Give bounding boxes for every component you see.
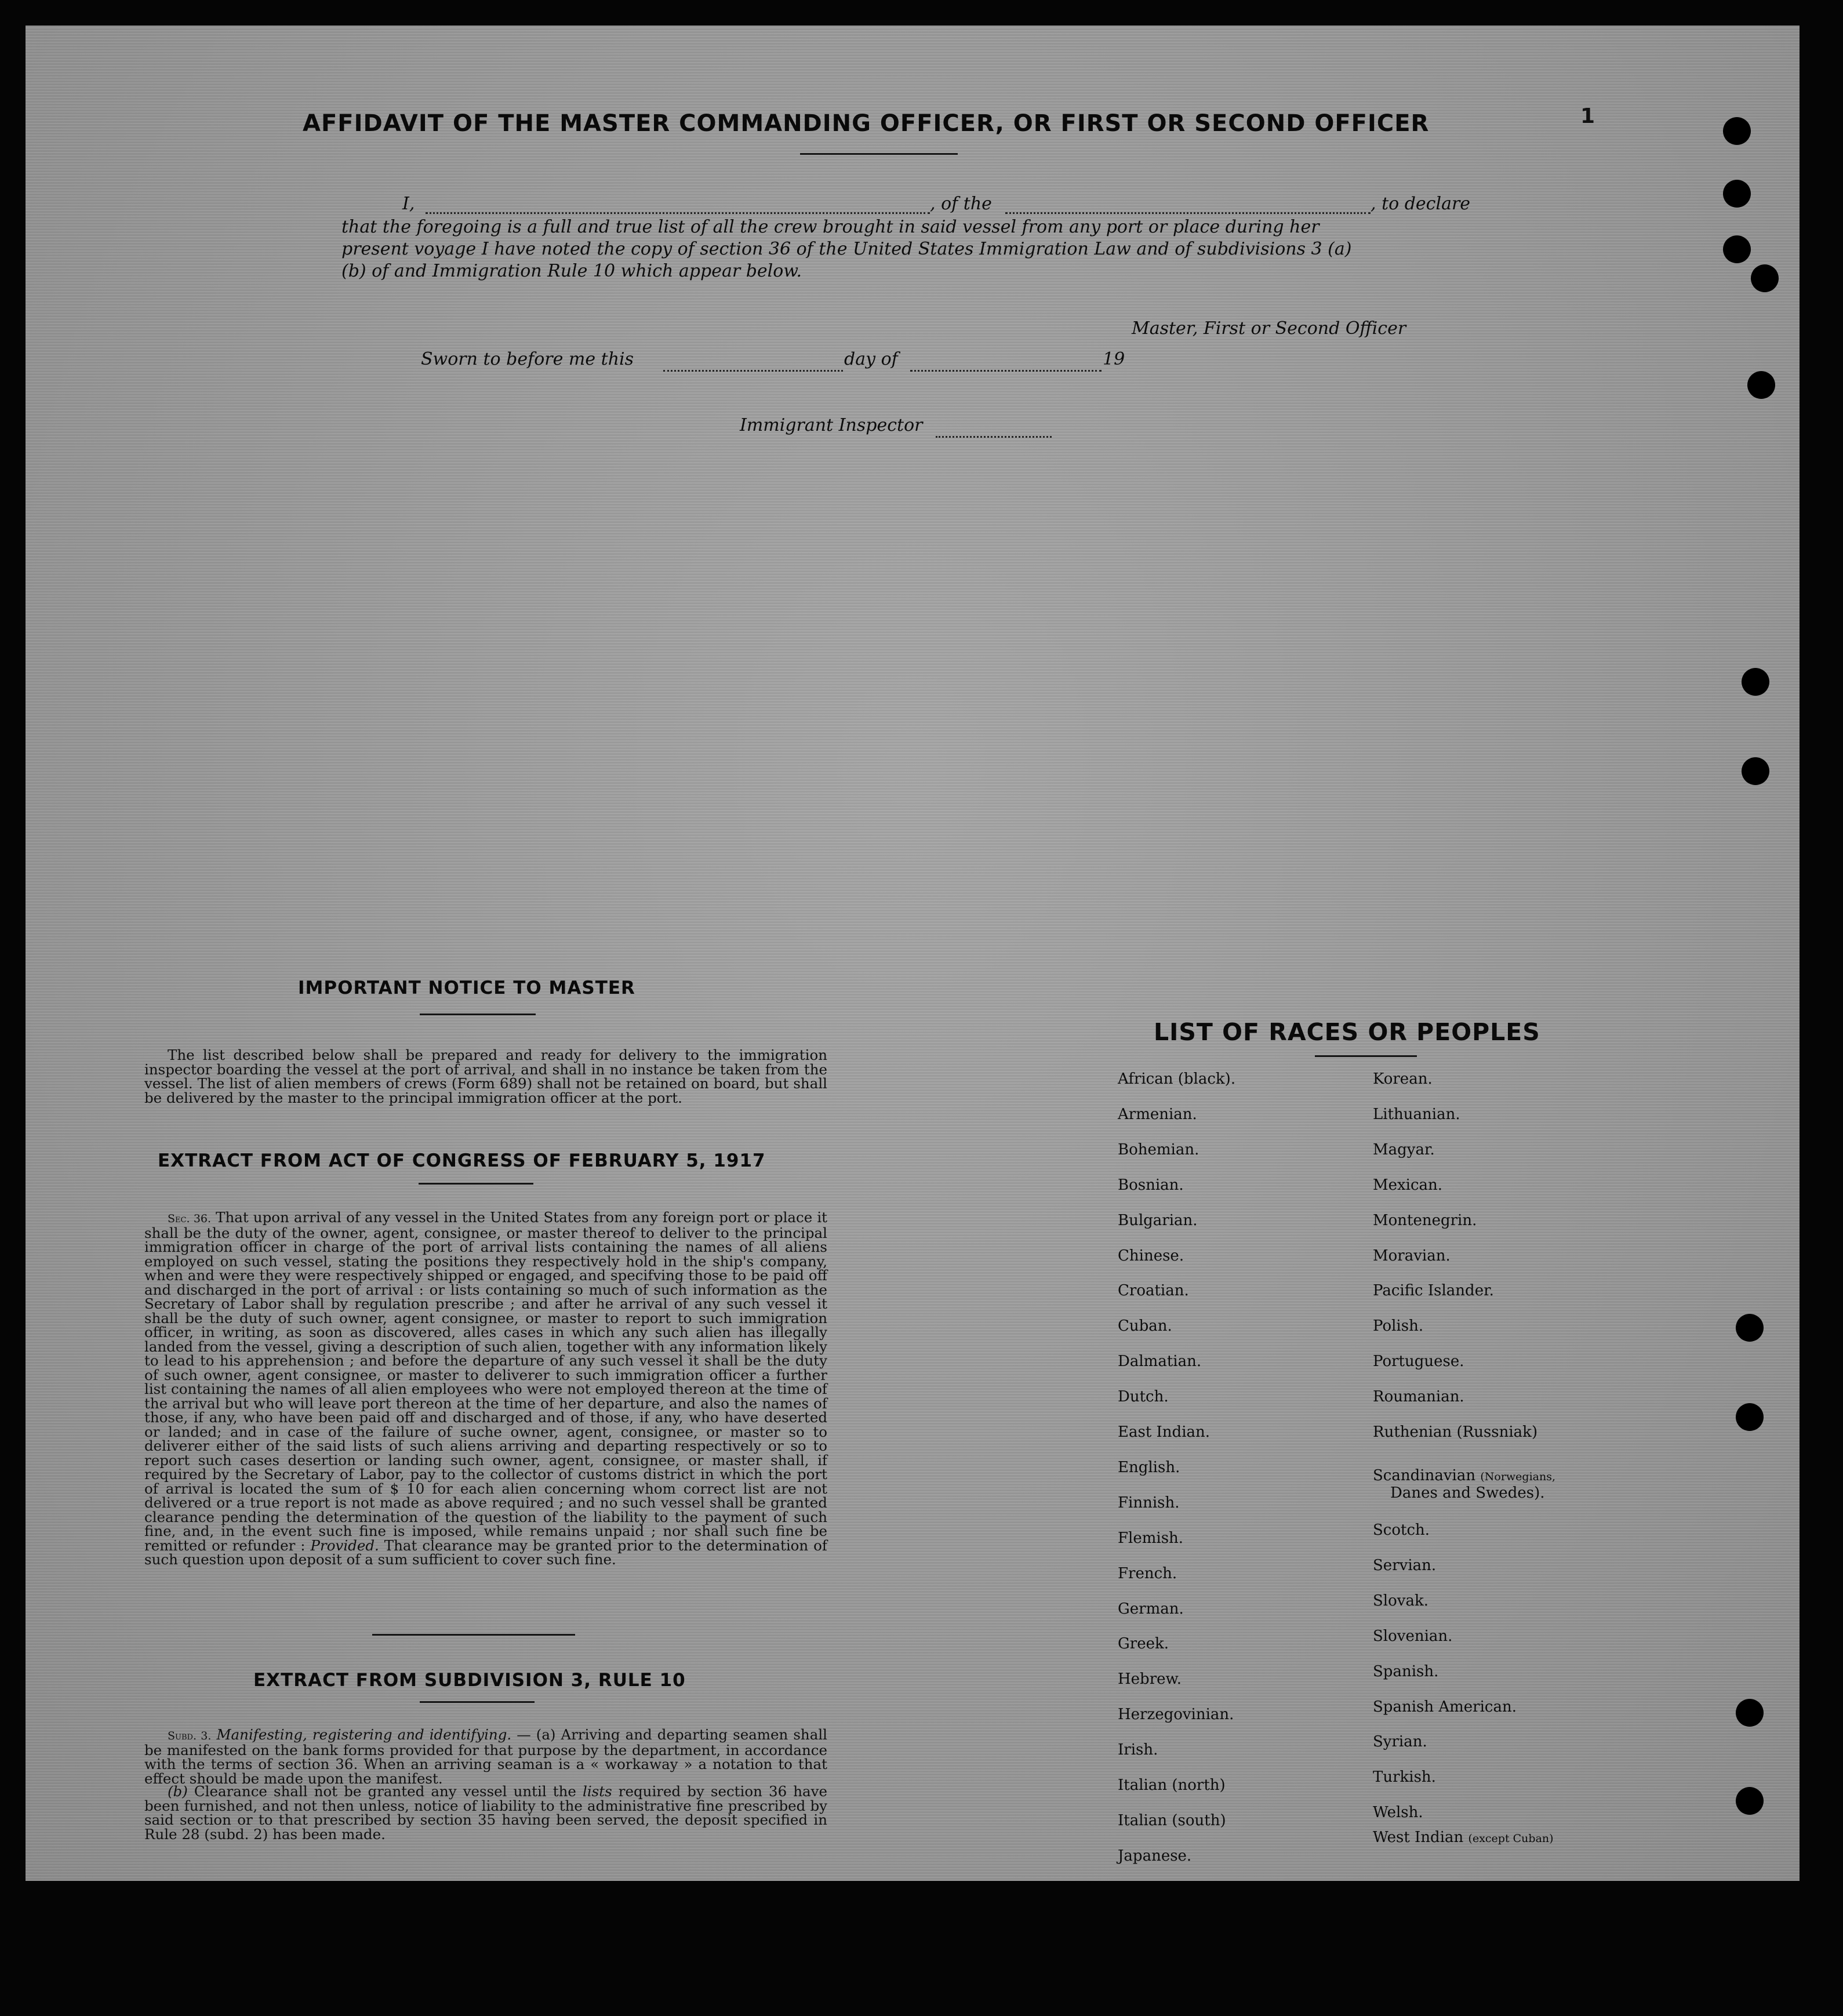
race-item: Armenian.: [1118, 1105, 1197, 1123]
act-body: [144, 1211, 827, 1567]
act-text: That upon arrival of any vessel in the United States from any foreign port or place it shall be the duty of the owner, agent, consignee, or master thereof to deliver to the principal immigration officer in charge of the port of arrival lists containing the names of all aliens employed on such vessel, stating the positions they respectively hold in the ship's company, when and were they were respectively shipped or engaged, and specifving those to be paid off and discharged in the port of arrival : or lists containing so much of such information as the Secretary of Labor shall by regulation prescribe ; and after he arrival of any such vessel it shall be the duty of such owner, agent consignee, or master to report to such immigration officer, in writing, as soon as discovered, alles cases in which any such alien has illegally landed from the vessel, giving a description of such alien, together with any information likely to lead to his apprehension ; and before the departure of any such vessel it shall be the duty of such owner, agent consignee, or master to deliverer to such immigration officer a further list containing the names of all alien employees who were not employed thereon at the time of the arrival but who will leave port thereon at the time of her departure, and also the names of those, if any, who have been paid off and discharged and of those, if any, who have deserted or landed; and in case of the failure of suche owner, agent, consignee, or master so to deliverer either of the said lists of such aliens arriving and departing respectively or so to report such cases desertion or landing such owner, agent, consignee, or master shall, if required by the Secretary of Labor, pay to the collector of customs district in which the port of arrival is located the sum of $ 10 for each alien concerning whom correct list are not delivered or a true report is not made as above required ; and no such vessel shall be granted clearance pending the determination of the question of the liability to the payment of such fine, and, in the event such fine is imposed, while remains unpaid ; nor shall such fine be remitted or refunder :: [144, 1209, 827, 1554]
vessel-blank[interactable]: [1005, 212, 1371, 214]
race-item: African (black).: [1118, 1070, 1236, 1088]
race-item: Portuguese.: [1373, 1353, 1464, 1371]
affidavit-i: I,: [402, 194, 415, 214]
race-item: Croatian.: [1118, 1282, 1189, 1300]
race-scandinavian-main: Scandinavian: [1373, 1467, 1476, 1484]
race-item: Turkish.: [1373, 1768, 1436, 1786]
rule-subd-a: — (a) Arriving and departing seamen shall be manifested on the bank forms provided for that purpose by the department, in accordance with the terms of section 36. When an arriving seaman is a « workaway » a notation to that effect should be made upon the manifest.: [144, 1726, 827, 1787]
race-scandinavian-line2: Danes and Swedes).: [1390, 1484, 1545, 1502]
sworn-label: Sworn to before me this: [421, 349, 634, 369]
race-item: Mexican.: [1373, 1176, 1443, 1194]
affidavit-title: AFFIDAVIT OF THE MASTER COMMANDING OFFICER, OR FIRST OR SECOND OFFICER: [303, 110, 1430, 137]
race-item: Bosnian.: [1118, 1176, 1184, 1194]
day-of-label: day of: [844, 349, 898, 369]
act-title: EXTRACT FROM ACT OF CONGRESS OF FEBRUARY 5, 1917: [158, 1150, 766, 1171]
race-item: Syrian.: [1373, 1733, 1427, 1751]
race-item: Irish.: [1118, 1741, 1158, 1759]
binder-hole: [1736, 1787, 1764, 1815]
binder-hole: [1742, 757, 1769, 785]
inspector-label: Immigrant Inspector: [740, 415, 923, 435]
race-item: Moravian.: [1373, 1247, 1451, 1265]
rule-separator: [372, 1634, 575, 1636]
binder-hole: [1742, 668, 1769, 696]
affidavit-line-4: (b) of and Immigration Rule 10 which appear below.: [341, 261, 802, 281]
race-item: Slovak.: [1373, 1592, 1428, 1610]
race-item: Scotch.: [1373, 1521, 1430, 1539]
race-item: Japanese.: [1118, 1847, 1192, 1865]
race-item: Lithuanian.: [1373, 1105, 1460, 1123]
race-item: Montenegrin.: [1373, 1211, 1477, 1229]
notice-body: The list described below shall be prepared and ready for delivery to the immigration inspector boarding the vessel at the port of arrival, and shall in no instance be taken from the vessel. The list of alien members of crews (Form 689) shall not be retained on board, but shall be delivered by the master to the principal immigration officer at the port.: [144, 1047, 827, 1106]
binder-hole: [1736, 1699, 1764, 1727]
race-item: English.: [1118, 1458, 1180, 1476]
race-item: German.: [1118, 1600, 1184, 1618]
race-item: Herzegovinian.: [1118, 1706, 1234, 1724]
binder-hole: [1723, 117, 1751, 145]
race-item: Italian (north): [1118, 1777, 1226, 1794]
race-item: Flemish.: [1118, 1529, 1184, 1547]
binder-hole: [1736, 1314, 1764, 1342]
race-item: Finnish.: [1118, 1494, 1180, 1512]
race-scandinavian: [1373, 1467, 1555, 1484]
sworn-month-blank[interactable]: [910, 370, 1102, 372]
race-item: Magyar.: [1373, 1140, 1435, 1158]
races-title: LIST OF RACES OR PEOPLES: [1154, 1018, 1540, 1046]
race-item: East Indian.: [1118, 1423, 1211, 1441]
affidavit-line-2: that the foregoing is a full and true list of all the crew brought in said vessel from any port or place during her: [341, 217, 1319, 237]
binder-hole: [1723, 180, 1751, 208]
affidavit-to-declare: , to declare: [1371, 194, 1471, 214]
act-rule: [419, 1183, 533, 1185]
race-west-indian: [1373, 1829, 1554, 1846]
race-west-indian-main: West Indian: [1373, 1829, 1464, 1846]
rule-b-2: required by section 36 have been furnished, and not then unless, notice of liability to the administrative fine prescribed by said section or to that prescribed by section 35 having been served, the deposit specified in Rule 28 (subd. 2) has been made.: [144, 1783, 827, 1843]
races-rule: [1315, 1055, 1417, 1057]
rule-title: EXTRACT FROM SUBDIVISION 3, RULE 10: [253, 1670, 686, 1691]
rule-title-rule: [420, 1701, 535, 1703]
notice-title: IMPORTANT NOTICE TO MASTER: [298, 978, 635, 998]
act-tail: That clearance may be granted prior to the determination of such question upon deposit of a sum sufficient to cover such fine.: [144, 1536, 827, 1568]
affidavit-line-3: present voyage I have noted the copy of section 36 of the United States Immigration Law and of subdivisions 3 (a): [341, 239, 1352, 259]
act-section-label: Sec. 36.: [168, 1212, 212, 1225]
binder-hole: [1751, 264, 1779, 292]
race-item: Welsh.: [1373, 1804, 1423, 1822]
notice-rule: [420, 1014, 536, 1015]
binder-hole: [1736, 1403, 1764, 1431]
race-item: Cuban.: [1118, 1317, 1172, 1335]
race-item: Pacific Islander.: [1373, 1282, 1494, 1300]
race-item: Slovenian.: [1373, 1627, 1453, 1645]
sworn-day-blank[interactable]: [663, 370, 843, 372]
race-item: Hebrew.: [1118, 1670, 1182, 1688]
race-item: Bulgarian.: [1118, 1211, 1198, 1229]
binder-hole: [1723, 235, 1751, 263]
affidavit-of-the: , of the: [930, 194, 992, 214]
race-item: Bohemian.: [1118, 1140, 1199, 1158]
rule-subd-label: Subd. 3.: [168, 1730, 212, 1742]
race-item: Spanish American.: [1373, 1698, 1517, 1716]
rule-body-b: [144, 1785, 827, 1841]
rule-b-1: Clearance shall not be granted any vessel until the: [194, 1783, 576, 1800]
race-scandinavian-paren: (Norwegians,: [1480, 1470, 1556, 1483]
race-item: Dutch.: [1118, 1388, 1169, 1406]
rule-b-label: (b): [168, 1783, 188, 1800]
race-item: Servian.: [1373, 1556, 1437, 1574]
race-item: French.: [1118, 1564, 1177, 1582]
race-west-indian-paren: (except Cuban): [1468, 1832, 1554, 1845]
race-item: Chinese.: [1118, 1247, 1184, 1265]
act-provided: Provided.: [310, 1536, 379, 1554]
race-item: Roumanian.: [1373, 1388, 1464, 1406]
binder-hole: [1747, 371, 1775, 399]
document-sheet: [26, 26, 1800, 1881]
bleed-through: [675, 749, 755, 779]
race-item: Spanish.: [1373, 1662, 1439, 1680]
rule-body-a: [144, 1728, 827, 1786]
race-item: Dalmatian.: [1118, 1353, 1202, 1371]
inspector-blank[interactable]: [936, 436, 1052, 438]
year-label: 19: [1103, 349, 1125, 369]
race-item: Korean.: [1373, 1070, 1433, 1088]
race-item: Ruthenian (Russniak): [1373, 1423, 1538, 1441]
name-blank[interactable]: [426, 212, 930, 214]
rule-subd-heading: Manifesting, registering and identifying.: [216, 1726, 512, 1743]
title-rule: [800, 153, 958, 155]
signature-label: Master, First or Second Officer: [1132, 318, 1406, 339]
page-number: 1: [1580, 104, 1595, 128]
rule-b-lists: lists: [583, 1783, 612, 1800]
race-item: Italian (south): [1118, 1811, 1226, 1829]
race-item: Polish.: [1373, 1317, 1424, 1335]
race-item: Greek.: [1118, 1635, 1169, 1653]
